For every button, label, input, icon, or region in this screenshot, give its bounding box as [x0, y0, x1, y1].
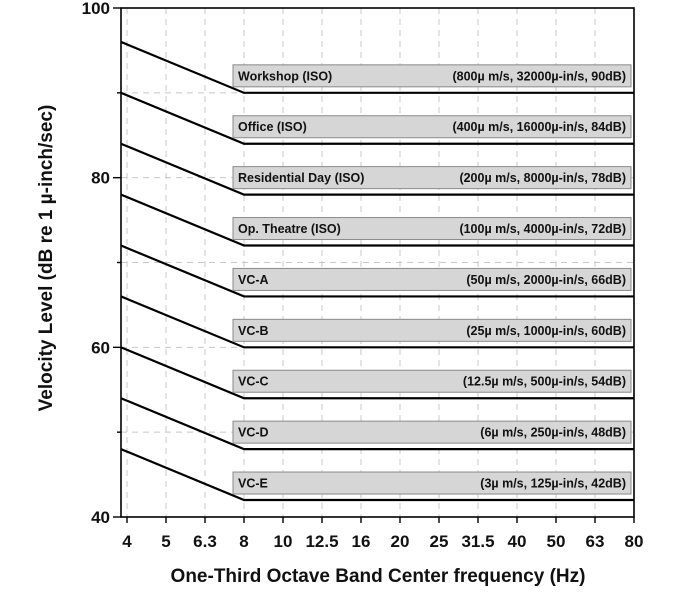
series-name-label: VC-E	[238, 476, 268, 491]
series-name-label: Workshop (ISO)	[238, 69, 333, 84]
x-tick-label: 25	[429, 532, 449, 551]
x-tick-label: 20	[390, 532, 410, 551]
series-name-label: VC-C	[238, 374, 269, 389]
x-tick-label: 80	[624, 532, 644, 551]
series-name-label: Residential Day (ISO)	[238, 171, 365, 186]
series-spec-label: (100µ m/s, 4000µ-in/s, 72dB)	[459, 222, 626, 237]
x-tick-label: 31.5	[461, 532, 495, 551]
x-tick-label: 12.5	[305, 532, 339, 551]
x-tick-label: 63	[585, 532, 605, 551]
series-name-label: VC-B	[238, 323, 269, 338]
y-tick-label: 80	[91, 168, 110, 188]
y-tick-label: 60	[91, 338, 110, 358]
series-spec-label: (25µ m/s, 1000µ-in/s, 60dB)	[466, 323, 626, 338]
y-axis-title: Velocity Level (dB re 1 µ-inch/sec)	[36, 104, 57, 412]
series-spec-label: (800µ m/s, 32000µ-in/s, 90dB)	[452, 69, 626, 84]
series-spec-label: (200µ m/s, 8000µ-in/s, 78dB)	[459, 171, 626, 186]
series-spec-label: (12.5µ m/s, 500µ-in/s, 54dB)	[462, 374, 626, 389]
x-axis-title: One-Third Octave Band Center frequency (Hz)	[170, 566, 586, 587]
y-tick-label: 40	[91, 508, 110, 527]
series-spec-label: (50µ m/s, 2000µ-in/s, 66dB)	[466, 272, 626, 287]
x-tick-label: 16	[351, 532, 371, 551]
x-tick-label: 40	[507, 532, 527, 551]
x-tick-label: 50	[546, 532, 566, 551]
x-tick-label: 8	[239, 532, 249, 551]
x-tick-label: 10	[273, 532, 293, 551]
label-layer	[233, 65, 631, 494]
series-name-label: Op. Theatre (ISO)	[238, 222, 341, 237]
y-tick-label: 100	[81, 0, 110, 18]
series-spec-label: (6µ m/s, 250µ-in/s, 48dB)	[480, 425, 626, 440]
series-spec-label: (3µ m/s, 125µ-in/s, 42dB)	[480, 476, 626, 491]
x-tick-label: 6.3	[193, 532, 217, 551]
series-spec-label: (400µ m/s, 16000µ-in/s, 84dB)	[452, 120, 626, 135]
x-tick-label: 5	[161, 532, 171, 551]
series-name-label: VC-A	[238, 272, 269, 287]
series-name-label: Office (ISO)	[238, 120, 307, 135]
x-tick-label: 4	[122, 532, 132, 551]
series-name-label: VC-D	[238, 425, 269, 440]
